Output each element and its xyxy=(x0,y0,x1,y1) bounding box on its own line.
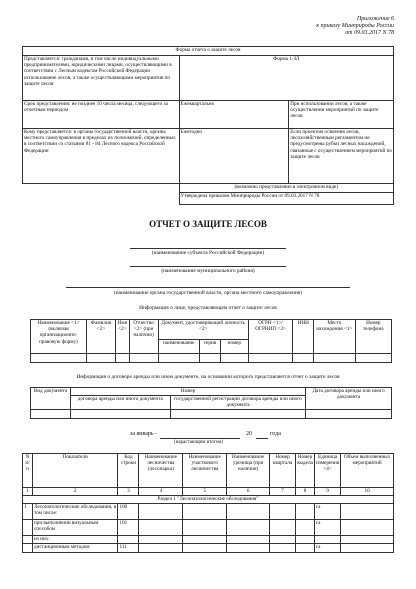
col-id-document: Документ, удостоверяющий личность <2> xyxy=(158,320,248,340)
doc-name-subheader: наименование xyxy=(158,340,199,354)
periodicity-yearly: Ежегодно xyxy=(179,129,289,184)
form-title: Форма отчета о защите лесов xyxy=(23,47,394,56)
row-label: Лесопатологические обследования, в том числе: xyxy=(32,504,118,520)
doc-series-subheader: серия xyxy=(200,340,221,354)
appendix-line-2: к приказу Минприроды России xyxy=(316,23,394,29)
electronic-note: (возможно представление в электронном виде) xyxy=(179,184,393,193)
appendix-line-1: Приложение 6 xyxy=(356,16,394,22)
col-doc-type: Вид документа xyxy=(31,388,71,410)
note-quarterly: При использовании лесов, а также осуществлении мероприятий по защите лесов xyxy=(289,101,394,129)
form-header-table xyxy=(22,46,394,205)
col-tract: Наименование урочища (при наличии) xyxy=(227,454,270,488)
lease-table xyxy=(30,387,392,419)
col-phone: Номер телефона xyxy=(355,320,391,354)
col-number: Номер xyxy=(70,388,305,396)
table-row xyxy=(23,504,394,520)
registration-number-subheader: государственной регистрации договора аренды или иного документа xyxy=(170,396,306,410)
col-section: Номер выдела xyxy=(296,454,315,488)
period-month-line xyxy=(160,438,240,439)
section-1-title: Раздел 1 "Лесопатологические обследования" xyxy=(23,496,394,504)
col-surname: Фамилия <2> xyxy=(87,320,116,354)
col-date: Дата договора аренды или иного документа xyxy=(306,388,392,410)
contract-number-subheader: договора аренды или иного документа xyxy=(70,396,170,410)
col-line-code: Код строки xyxy=(118,454,139,488)
subject-line xyxy=(130,248,286,249)
period-year-suffix: года xyxy=(270,431,281,437)
col-patronymic: Отчество <2> (при наличии) xyxy=(129,320,158,354)
period-year-prefix: 20 xyxy=(246,431,252,437)
doc-number-subheader: номер xyxy=(220,340,248,354)
period-prefix: за январь - xyxy=(130,431,158,437)
col-quarter: Номер квартала xyxy=(270,454,296,488)
subject-caption: (наименование субъекта Российской Федерации) xyxy=(151,250,265,256)
row-unit xyxy=(314,536,340,544)
recipient-cell: Кому представляется: в органы государственной власти, органы местного самоуправления в пределах их полномочий, определенных в соответствии со статьями 81 - 84 Лесного кодекса Российской Федерации xyxy=(23,129,180,184)
col-volume: Объем выполненных мероприятий xyxy=(341,454,394,488)
col-firstname: Имя <2> xyxy=(116,320,129,354)
row-num: 1 xyxy=(23,504,33,520)
row-unit: га xyxy=(314,504,340,520)
main-table xyxy=(22,453,394,553)
appendix-line-3: от 09.03.2017 N 78 xyxy=(345,30,394,36)
column-numbers-row xyxy=(23,488,394,496)
periodicity-quarterly: Ежеквартально xyxy=(179,101,289,129)
row-num xyxy=(23,536,33,544)
col-number-cell: 8 xyxy=(296,488,315,496)
col-number-cell: 1 xyxy=(23,488,33,496)
row-label: из них: xyxy=(32,536,118,544)
person-section-title: Информация о лице, представляющем отчет о защите лесов xyxy=(139,305,277,311)
col-number-cell: 2 xyxy=(32,488,118,496)
note-yearly: Если проектом освоения лесов, лесохозяйственным регламентом не предусмотрены рубки лесных насаждений, связанные с осуществлением мероприятий по защите лесов xyxy=(289,129,394,184)
municipality-caption: (наименование муниципального района) xyxy=(161,268,255,274)
col-indicator: Показатели xyxy=(32,454,118,488)
person-table xyxy=(30,319,392,363)
col-location: Место нахождения <1> xyxy=(314,320,355,354)
col-name: Наименование <1> (включая организационно-правовую форму) xyxy=(31,320,87,354)
authority-caption: (наименование органа государственной власти, органа местного самоуправления) xyxy=(113,290,302,296)
period-cumulative: (нарастающим итогом) xyxy=(174,440,224,445)
col-district-forestry: Наименование участкового лесничества xyxy=(183,454,227,488)
row-code: 101 xyxy=(118,520,139,536)
report-title: ОТЧЕТ О ЗАЩИТЕ ЛЕСОВ xyxy=(149,219,267,229)
municipality-line xyxy=(130,266,286,267)
table-row xyxy=(23,520,394,536)
row-num xyxy=(23,544,33,553)
row-num xyxy=(23,520,33,536)
col-index: N п/п xyxy=(23,454,33,488)
authority-line xyxy=(66,287,350,288)
col-number-cell: 6 xyxy=(227,488,270,496)
submitters-cell: Представляется: гражданами, в том числе индивидуальными предпринимателями, юридическими лицами, осуществляющими в соответствии с Лесным кодексом Российской Федерации использование лесов, а также осуществляющими мероприятия по защите лесов xyxy=(23,56,180,101)
row-unit: га xyxy=(314,520,340,536)
col-number-cell: 4 xyxy=(139,488,183,496)
col-ogrn: ОГРН <1>/ОГРНИП <3> xyxy=(248,320,293,354)
lease-section-title: Информация о договоре аренды или ином документе, на основании которого представляется отчет о защите лесов xyxy=(76,374,340,380)
col-inn: ИНН xyxy=(293,320,314,354)
person-data-row xyxy=(31,354,392,363)
row-label: дистанционным методом xyxy=(32,544,118,553)
table-row xyxy=(23,536,394,544)
col-number-cell: 9 xyxy=(314,488,340,496)
approved-note: Утверждена приказом Минприроды России от 09.03.2017 N 78 xyxy=(179,193,393,205)
row-unit: га xyxy=(314,544,340,553)
lease-data-row xyxy=(31,410,392,419)
table-row xyxy=(23,544,394,553)
col-number-cell: 5 xyxy=(183,488,227,496)
deadline-cell: Срок представления: не позднее 10 числа месяца, следующего за отчетным периодом xyxy=(23,101,180,129)
period-year-line xyxy=(256,438,268,439)
row-code xyxy=(118,536,139,544)
row-code: 111 xyxy=(118,544,139,553)
row-code: 100 xyxy=(118,504,139,520)
form-number: Форма 1-ЗЛ xyxy=(179,56,393,101)
col-number-cell: 3 xyxy=(118,488,139,496)
col-unit: Единица измерения <4> xyxy=(314,454,340,488)
col-number-cell: 10 xyxy=(341,488,394,496)
col-number-cell: 7 xyxy=(270,488,296,496)
col-forestry: Наименование лесничества (лесопарка) xyxy=(139,454,183,488)
appendix-block xyxy=(316,16,394,37)
row-label: при выполнении визуальным способом xyxy=(32,520,118,536)
